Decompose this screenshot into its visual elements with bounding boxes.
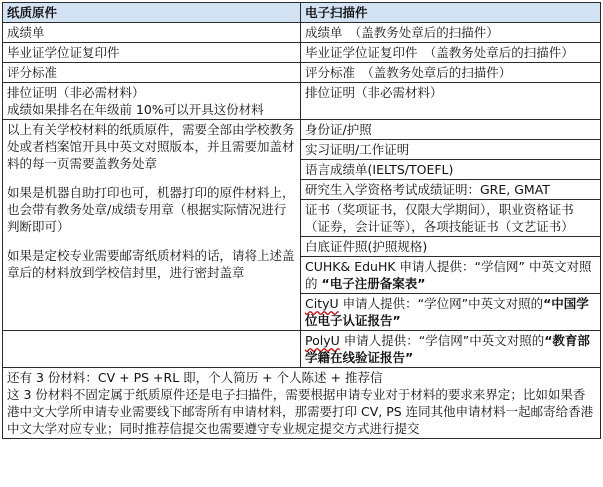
cell-left-empty [3,331,301,368]
ranking-title: 排位证明（非必需材料） [7,85,145,100]
instruction-para-2: 如果是机器自助打印也可，机器打印的原件材料上，也会带有教务处章/成绩专用章（根据实际情况进行判断即可） [7,185,295,234]
cityu-name: CityU [305,296,339,311]
table-row [3,63,601,83]
cell-certificates: 证书（奖项证书，仅限大学期间），职业资格证书（证券，会计证等），各项技能证书（文艺证书） [301,200,601,237]
cell-footer-notes [3,368,601,439]
polyu-name: PolyU [305,333,340,348]
cell-cuhk-requirement [301,257,601,294]
cell-cityu-requirement [301,294,601,331]
table-row [3,23,601,43]
cityu-mid: 申请人提供：“学位网”中英文对照的 [338,296,544,311]
polyu-mid: 申请人提供：“学信网”中英文对照的 [339,333,545,348]
materials-table [2,2,601,439]
polyu-report-name: “教育部学籍在线验证报告” [305,333,590,365]
cell-diploma-scan: 毕业证学位证复印件 （盖教务处章后的扫描件） [301,43,601,63]
cell-language-scores: 语言成绩单(IELTS/TOEFL) [301,160,601,180]
instruction-para-3: 如果是定校专业需要邮寄纸质材料的话，请将上述盖章后的材料放到学校信封里，进行密封盖章 [7,248,295,280]
cell-internship-proof: 实习证明/工作证明 [301,140,601,160]
cell-transcript-original: 成绩单 [3,23,301,43]
cuhk-mid: 中英文对照的 [305,259,592,291]
header-row [3,3,601,23]
cell-id-passport: 身份证/护照 [301,120,601,140]
cityu-report-name: “中国学位电子认证报告” [305,296,589,328]
footer-line-2: 这 3 份材料不固定属于纸质原件还是电子扫描件，需要根据申请专业对于材料的要求来界定；比如如果香港中文大学所申请专业需要线下邮寄所有申请材料，那需要打印 CV, PS 连同其他申请材料一起邮寄给香港中文大学对应专业；同时推荐信提交也需要遵守专业规定提交方式进行提交 [7,387,594,436]
cuhk-report-name: “电子注册备案表” [321,276,426,291]
table-row [3,83,601,120]
instruction-para-1: 以上有关学校材料的纸质原件，需要全部由学校教务处或者档案馆开具中英文对照版本，并且需要加盖材料的每一页需要盖教务处章 [7,122,295,171]
ranking-note: 成绩如果排名在年级前 10%可以开具这份材料 [7,102,264,117]
cell-polyu-requirement [301,331,601,368]
cell-original-instructions [3,120,301,331]
cell-grading-scan: 评分标准 （盖教务处章后的扫描件） [301,63,601,83]
cell-transcript-scan: 成绩单 （盖教务处章后的扫描件） [301,23,601,43]
cuhk-prefix: CUHK& EduHK 申请人提供：“学信网” [305,259,525,274]
header-paper-originals: 纸质原件 [3,3,301,23]
cell-gre-gmat: 研究生入学资格考试成绩证明：GRE, GMAT [301,180,601,200]
footer-row [3,368,601,439]
header-electronic-scans: 电子扫描件 [301,3,601,23]
cell-ranking-scan: 排位证明（非必需材料） [301,83,601,120]
table-row [3,120,601,140]
table-row [3,331,601,368]
table-row [3,43,601,63]
cell-photo: 白底证件照(护照规格) [301,237,601,257]
footer-line-1: 还有 3 份材料：CV + PS +RL 即，个人简历 + 个人陈述 + 推荐信 [7,370,383,385]
cell-ranking-original [3,83,301,120]
cell-diploma-original: 毕业证学位证复印件 [3,43,301,63]
cell-grading-original: 评分标准 [3,63,301,83]
